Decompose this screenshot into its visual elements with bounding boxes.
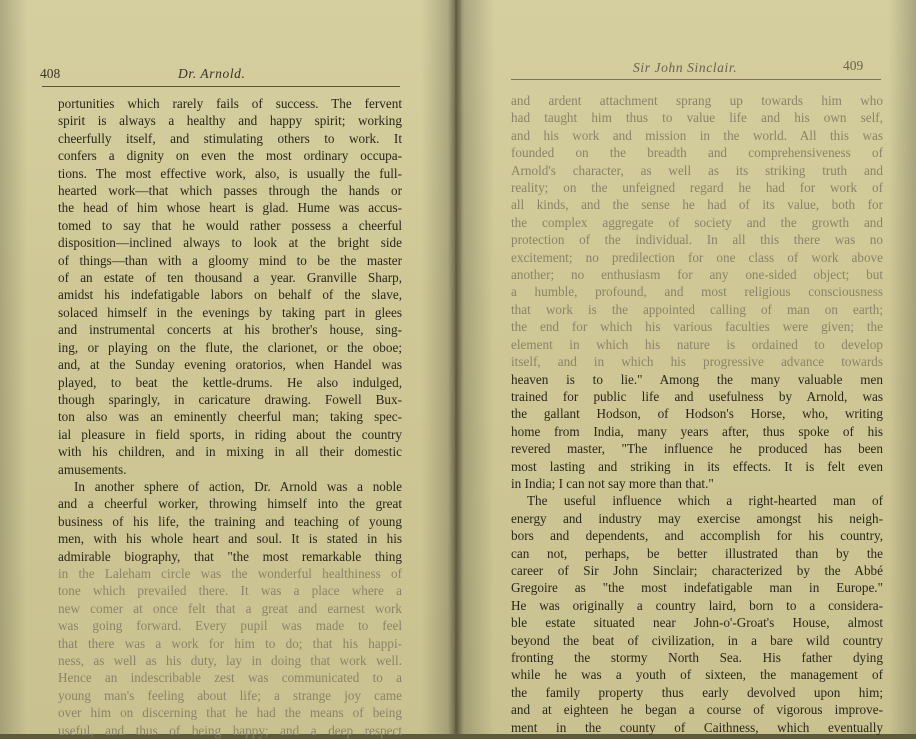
text-line: tone which prevailed there. It was a place where a bbox=[58, 583, 402, 599]
page-number: 409 bbox=[843, 58, 864, 73]
text-line: trained for public life and usefulness by Arnold, was bbox=[511, 388, 883, 404]
text-line: and ardent attachment sprang up towards him who bbox=[511, 93, 883, 108]
text-line: tomed to say that he would rather possess a cheerful bbox=[58, 217, 402, 233]
text-line: was going forward. Every pupil was made to feel bbox=[58, 618, 402, 634]
header-rule bbox=[42, 86, 400, 87]
text-line: can not, perhaps, be better illustrated than by the bbox=[511, 545, 883, 561]
text-line: Hence an indescribable zest was communicated to a bbox=[58, 670, 402, 686]
text-line: Gregoire as "the most indefatigable man in Europe." bbox=[511, 580, 883, 596]
text-line: heaven is to lie." Among the many valuable men bbox=[511, 371, 883, 387]
text-line: played, to beat the kettle-drums. He also indulged, bbox=[58, 374, 402, 390]
text-line: that there was a work for him to do; that his happi- bbox=[58, 635, 402, 651]
text-line: the complex aggregate of society and the growth and bbox=[511, 214, 883, 230]
text-line: in the Laleham circle was the wonderful healthiness of bbox=[58, 565, 402, 581]
text-line: and at eighteen he began a course of vigorous improve- bbox=[511, 702, 883, 718]
text-line: revered master, "The influence he produced has been bbox=[511, 441, 883, 457]
text-line: tions. The most effective work, also, is usually the full- bbox=[58, 165, 402, 181]
text-line: ing, or playing on the flute, the clarionet, or the oboe; bbox=[58, 339, 402, 355]
text-line: In another sphere of action, Dr. Arnold was a noble bbox=[74, 478, 402, 494]
page-number: 408 bbox=[40, 66, 61, 81]
running-head: Sir John Sinclair. bbox=[633, 60, 738, 75]
header-rule bbox=[511, 79, 881, 80]
text-line: itself, and in which his progressive advance towards bbox=[511, 354, 883, 370]
text-line: amusements. bbox=[58, 461, 127, 477]
left-page bbox=[0, 0, 455, 738]
text-line: bors and dependents, and accomplish for his country, bbox=[511, 528, 883, 544]
text-line: had taught him thus to value life and his own self, bbox=[511, 110, 883, 126]
text-line: He was originally a country laird, born to a considera- bbox=[511, 597, 883, 613]
text-line: portunities which rarely fails of success. The fervent bbox=[58, 96, 402, 111]
text-line: while he was a youth of sixteen, the management of bbox=[511, 667, 883, 683]
text-line: hearted work—that which passes through the hands or bbox=[58, 183, 402, 199]
text-line: Arnold's character, as well as its striking truth and bbox=[511, 162, 883, 178]
text-line: admirable biography, that "the most remarkable thing bbox=[58, 548, 402, 564]
text-line: most lasting and striking in its effects. It is felt even bbox=[511, 458, 883, 474]
text-line: ness, as well as his duty, lay in doing that work well. bbox=[58, 653, 402, 668]
text-line: and, at the Sunday evening oratorios, when Handel was bbox=[58, 357, 402, 373]
text-line: fronting the stormy North Sea. His father dying bbox=[511, 650, 883, 665]
text-line: useful, and thus of being happy; and a deep respect bbox=[58, 722, 402, 738]
text-line: spirit is always a healthy and happy spirit; working bbox=[58, 113, 402, 129]
text-line: of things—than with a gloomy mind to be the master bbox=[58, 252, 402, 268]
text-line: the end for which his various faculties were given; the bbox=[511, 319, 883, 335]
text-line: business of his life, the training and teaching of young bbox=[58, 513, 402, 529]
text-line: disposition—inclined always to look at the bright side bbox=[58, 235, 402, 251]
text-line: men, with his whole heart and soul. It is stated in his bbox=[58, 531, 402, 547]
text-line: and his work and mission in the world. All this was bbox=[511, 127, 883, 143]
text-line: and a cheerful worker, throwing himself into the great bbox=[58, 496, 402, 512]
text-line: ial pleasure in field sports, in riding about the country bbox=[58, 426, 402, 442]
text-line: excitement; no predilection for one class of work above bbox=[511, 249, 883, 265]
text-line: a humble, profound, and most religious consciousness bbox=[511, 284, 883, 300]
text-line: that work is the appointed calling of man on earth; bbox=[511, 301, 883, 317]
text-line: amidst his indefatigable labors on behalf of the slave, bbox=[58, 287, 402, 303]
page-body-text bbox=[58, 95, 402, 739]
text-line: over him on discerning that he had the means of being bbox=[58, 705, 402, 721]
text-line: the family property thus early devolved upon him; bbox=[511, 684, 883, 700]
text-line: all kinds, and the sense he had of its value, both for bbox=[511, 197, 883, 213]
text-line: another; no enthusiasm for any one-sided object; but bbox=[511, 267, 883, 283]
text-line: The useful influence which a right-hearted man of bbox=[527, 493, 883, 509]
text-line: new comer at once felt that a great and earnest work bbox=[58, 600, 402, 616]
text-line: the head of him whose heart is glad. Hume was accus- bbox=[58, 200, 402, 216]
text-line: with his children, and in mixing in all their domestic bbox=[58, 444, 402, 460]
text-line: home from India, many years after, thus spoke of his bbox=[511, 423, 883, 439]
right-page bbox=[461, 0, 916, 734]
text-line: cheerfully itself, and stimulating others to work. It bbox=[58, 130, 402, 146]
text-line: ble estate situated near John-o'-Groat's House, almost bbox=[511, 615, 883, 631]
text-line: beyond the beat of civilization, in a bare wild country bbox=[511, 632, 883, 648]
text-line: reality; on the unfeigned regard he had for work of bbox=[511, 180, 883, 196]
text-line: though sparingly, in caricature drawing. Fowell Bux- bbox=[58, 391, 402, 407]
running-head: Dr. Arnold. bbox=[178, 66, 246, 81]
text-line: confers a dignity on even the most ordinary occupa- bbox=[58, 148, 402, 164]
text-line: founded on the breadth and comprehensiveness of bbox=[511, 145, 883, 161]
text-line: of an estate of ten thousand a year. Granville Sharp, bbox=[58, 270, 402, 286]
text-line: energy and industry may exercise amongst his neigh- bbox=[511, 510, 883, 526]
text-line: in India; I can not say more than that." bbox=[511, 475, 714, 491]
text-line: and instrumental concerts at his brother's house, sing- bbox=[58, 322, 402, 338]
text-line: solaced himself in the evenings by taking part in glees bbox=[58, 304, 402, 320]
page-body-text bbox=[511, 92, 883, 736]
text-line: the gallant Hodson, of Hodson's Horse, who, writing bbox=[511, 406, 883, 422]
text-line: element in which his nature is ordained to develop bbox=[511, 336, 883, 352]
text-line: protection of the individual. In all this there was no bbox=[511, 232, 883, 248]
text-line: ment in the county of Caithness, which eventually bbox=[511, 719, 883, 735]
text-line: young man's feeling about life; a strange joy came bbox=[58, 687, 402, 703]
text-line: career of Sir John Sinclair; characterized by the Abbé bbox=[511, 562, 883, 578]
text-line: ton also was an eminently cheerful man; taking spec- bbox=[58, 409, 402, 425]
